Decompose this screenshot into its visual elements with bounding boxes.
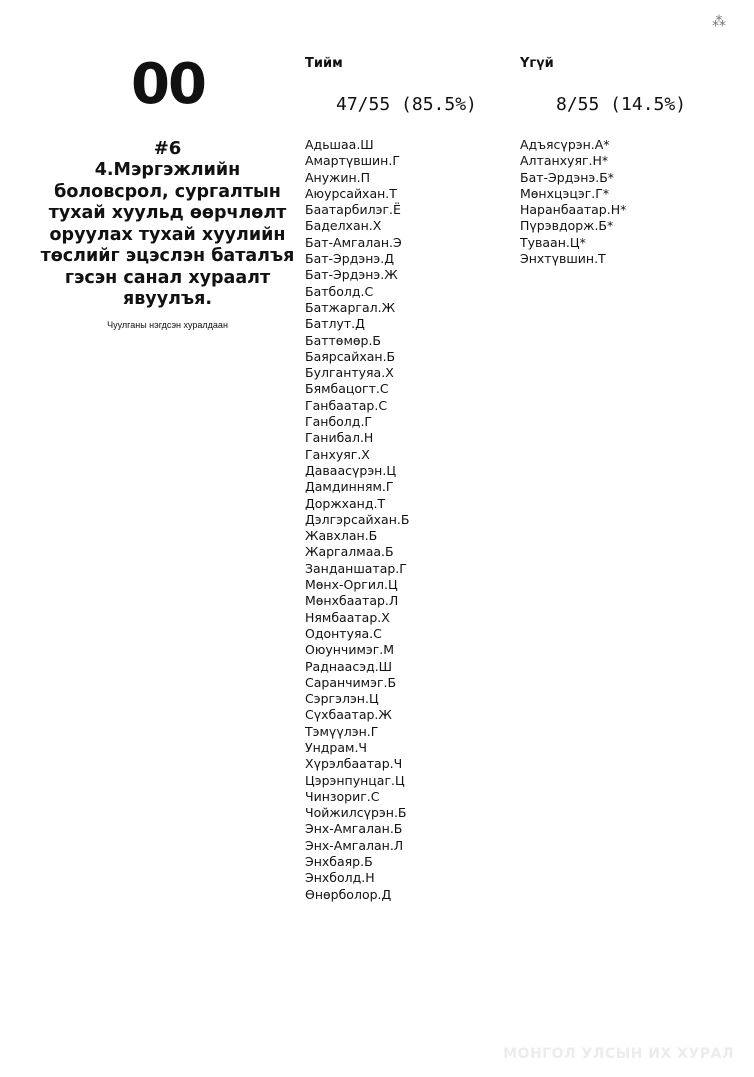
voter-name: Раднаасэд.Ш xyxy=(305,658,393,674)
voter-name: Мөнхцэцэг.Г* xyxy=(520,185,610,201)
voter-name: Оюунчимэг.М xyxy=(305,642,395,658)
question-text: 4.Мэргэжлийн боловсрол, сургалтын тухай хуульд өөрчлөлт оруулах тухай хуулийн төслийг эцэслэн баталъя гэсэн санал хураалт явуулъя. xyxy=(40,160,295,309)
voter-name: Алтанхуяг.Н* xyxy=(520,153,609,169)
no-column-header: Үгүй xyxy=(520,56,554,71)
voter-name: Энхбаяр.Б xyxy=(305,854,373,870)
yes-column-header: Тийм xyxy=(305,56,343,71)
voter-name: Батжаргал.Ж xyxy=(305,299,396,315)
voter-name: Цэрэнпунцаг.Ц xyxy=(305,772,405,788)
voter-name: Өнөрболор.Д xyxy=(305,886,392,902)
voter-name: Мөнхбаатар.Л xyxy=(305,593,399,609)
voter-name: Даваасүрэн.Ц xyxy=(305,462,397,478)
question-block xyxy=(40,138,295,332)
yes-tally: 47/55 (85.5%) xyxy=(336,94,477,115)
voter-name: Ганбаатар.С xyxy=(305,397,388,413)
voter-name: Ганхуяг.Х xyxy=(305,446,370,462)
voter-name: Наранбаатар.Н* xyxy=(520,202,627,218)
no-name-list xyxy=(520,137,626,267)
voter-name: Баделхан.Х xyxy=(305,218,382,234)
voter-name: Ганболд.Г xyxy=(305,414,373,430)
voter-name: Анужин.П xyxy=(305,169,371,185)
voter-name: Бат-Амгалан.Э xyxy=(305,234,402,250)
scan-mark-icon: ⁂ xyxy=(712,14,726,30)
voter-name: Батболд.С xyxy=(305,283,374,299)
voter-name: Тэмүүлэн.Г xyxy=(305,723,379,739)
no-tally: 8/55 (14.5%) xyxy=(556,94,687,115)
voter-name: Амартүвшин.Г xyxy=(305,153,400,169)
voter-name: Нямбаатар.Х xyxy=(305,609,390,625)
question-number: #6 xyxy=(153,138,182,159)
voter-name: Ундрам.Ч xyxy=(305,739,367,755)
voter-name: Чинзориг.С xyxy=(305,788,380,804)
voter-name: Доржханд.Т xyxy=(305,495,386,511)
voter-name: Чойжилсүрэн.Б xyxy=(305,805,407,821)
voter-name: Булгантуяа.Х xyxy=(305,365,394,381)
voter-name: Мөнх-Оргил.Ц xyxy=(305,577,398,593)
voter-name: Энх-Амгалан.Л xyxy=(305,837,404,853)
voter-name: Бямбацогт.С xyxy=(305,381,389,397)
voter-name: Бат-Эрдэнэ.Б* xyxy=(520,169,615,185)
voter-name: Хүрэлбаатар.Ч xyxy=(305,756,403,772)
voter-name: Баатарбилэг.Ё xyxy=(305,202,401,218)
big-number: 00 xyxy=(131,52,205,117)
voter-name: Жаргалмаа.Б xyxy=(305,544,394,560)
session-name: Чуулганы нэгдсэн хуралдаан xyxy=(107,319,228,330)
voter-name: Жавхлан.Б xyxy=(305,528,378,544)
voter-name: Баярсайхан.Б xyxy=(305,348,396,364)
voter-name: Дэлгэрсайхан.Б xyxy=(305,511,410,527)
voter-name: Аюурсайхан.Т xyxy=(305,185,397,201)
voter-name: Ганибал.Н xyxy=(305,430,374,446)
voter-name: Энхтүвшин.Т xyxy=(520,251,606,267)
voter-name: Сүхбаатар.Ж xyxy=(305,707,392,723)
voter-name: Туваан.Ц* xyxy=(520,234,586,250)
voter-name: Сэргэлэн.Ц xyxy=(305,691,379,707)
voter-name: Баттөмөр.Б xyxy=(305,332,382,348)
voter-name: Адъясүрэн.А* xyxy=(520,137,610,152)
yes-name-list xyxy=(305,137,409,903)
voter-name: Саранчимэг.Б xyxy=(305,674,397,690)
voter-name: Одонтуяа.С xyxy=(305,625,382,641)
voter-name: Бат-Эрдэнэ.Ж xyxy=(305,267,398,283)
voter-name: Бат-Эрдэнэ.Д xyxy=(305,251,394,267)
voter-name: Занданшатар.Г xyxy=(305,560,407,576)
voter-name: Энхболд.Н xyxy=(305,870,375,886)
voter-name: Адьшаа.Ш xyxy=(305,137,374,152)
voter-name: Энх-Амгалан.Б xyxy=(305,821,403,837)
footer-watermark: МОНГОЛ УЛСЫН ИХ ХУРАЛ xyxy=(503,1046,734,1062)
voter-name: Дамдинням.Г xyxy=(305,479,394,495)
voter-name: Пүрэвдорж.Б* xyxy=(520,218,614,234)
voter-name: Батлут.Д xyxy=(305,316,365,332)
